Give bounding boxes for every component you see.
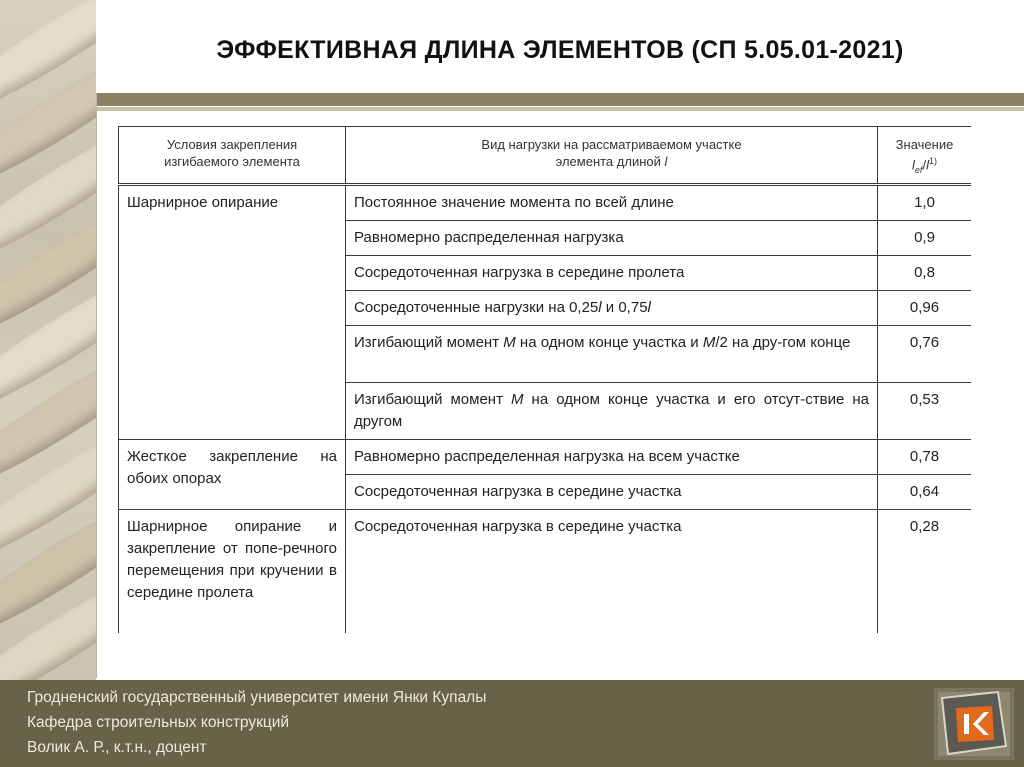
title-underline-thin bbox=[96, 107, 1024, 111]
load-cell: Сосредоточенная нагрузка в середине участка bbox=[346, 509, 878, 633]
value-cell: 0,76 bbox=[878, 325, 972, 382]
table-row bbox=[119, 184, 972, 220]
decorative-side-image bbox=[0, 0, 96, 680]
university-logo-icon bbox=[934, 688, 1014, 760]
load-cell: Равномерно распределенная нагрузка на всем участке bbox=[346, 439, 878, 474]
table-row bbox=[119, 509, 972, 633]
value-cell: 0,8 bbox=[878, 255, 972, 290]
load-cell: Изгибающий момент M на одном конце участка и его отсут-ствие на другом bbox=[346, 382, 878, 439]
value-cell: 0,96 bbox=[878, 290, 972, 325]
header-load-type: Вид нагрузки на рассматриваемом участке элемента длиной l bbox=[346, 127, 878, 185]
table-row bbox=[119, 439, 972, 474]
value-cell: 0,28 bbox=[878, 509, 972, 633]
left-divider bbox=[96, 93, 97, 678]
load-cell: Сосредоточенная нагрузка в середине участка bbox=[346, 474, 878, 509]
header-value: Значение $l_{ef}/l^{1)}$ bbox=[878, 127, 972, 185]
load-cell: Постоянное значение момента по всей длине bbox=[346, 184, 878, 220]
value-cell: 0,78 bbox=[878, 439, 972, 474]
load-cell: Сосредоточенная нагрузка в середине пролета bbox=[346, 255, 878, 290]
condition-cell: Шарнирное опирание и закрепление от попе-речного перемещения при кручении в середине пролета bbox=[119, 509, 346, 633]
title-underline-bar bbox=[96, 93, 1024, 106]
value-cell: 1,0 bbox=[878, 184, 972, 220]
footer-university: Гродненский государственный университет имени Янки Купалы bbox=[27, 689, 487, 706]
header-condition: Условия закрепления изгибаемого элемента bbox=[119, 127, 346, 185]
slide-title: ЭФФЕКТИВНАЯ ДЛИНА ЭЛЕМЕНТОВ (СП 5.05.01-2021) bbox=[216, 36, 904, 64]
value-cell: 0,64 bbox=[878, 474, 972, 509]
footer-bar bbox=[0, 680, 1024, 767]
footer-author: Волик А. Р., к.т.н., доцент bbox=[27, 739, 207, 756]
load-cell: Изгибающий момент M на одном конце участка и M/2 на дру-гом конце bbox=[346, 325, 878, 382]
load-cell: Сосредоточенные нагрузки на 0,25l и 0,75l bbox=[346, 290, 878, 325]
effective-length-table bbox=[118, 126, 971, 633]
table-header-row bbox=[119, 127, 972, 185]
value-cell: 0,53 bbox=[878, 382, 972, 439]
footer-department: Кафедра строительных конструкций bbox=[27, 714, 290, 731]
condition-cell: Жесткое закрепление на обоих опорах bbox=[119, 439, 346, 509]
condition-cell: Шарнирное опирание bbox=[119, 184, 346, 439]
value-cell: 0,9 bbox=[878, 220, 972, 255]
load-cell: Равномерно распределенная нагрузка bbox=[346, 220, 878, 255]
